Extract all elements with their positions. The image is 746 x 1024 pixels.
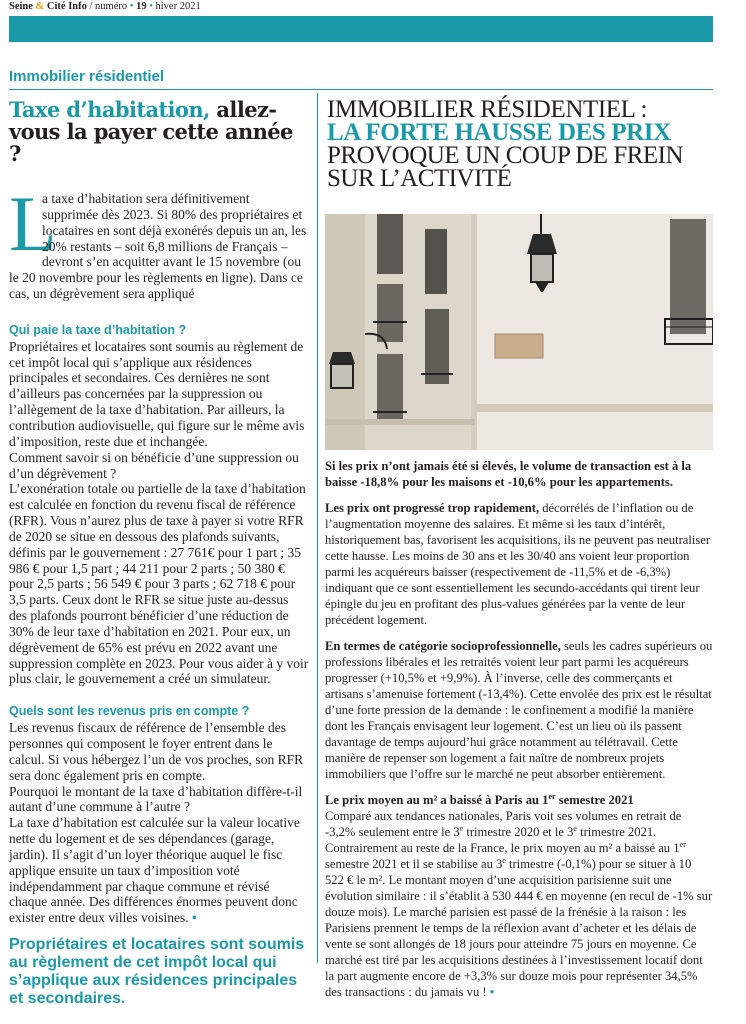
left-article-title: [9, 99, 309, 165]
paragraph: [325, 840, 713, 1000]
text-run: trimestre 2021.: [576, 825, 657, 839]
superscript: er: [548, 791, 556, 801]
lead-text: a taxe d’habitation sera définitivement supprimée dès 2023. Si 80% des propriétaires et locataires en sont déjà exonérés depuis un an, les 20% restants – soit 6,8 millions de Français – devront s’en acquitter avant le 15 novembre (ou le 20 novembre pour les règlements en ligne). Dans ce cas, un dégrèvement sera appliqué: [9, 191, 307, 302]
subheading-text-end: semestre 2021: [555, 793, 634, 807]
text-run: Comparé aux tendances nationales, Paris voit ses volumes en retrait de -3,2% seulement entre le 3: [325, 809, 682, 839]
building-facade-photo: [325, 214, 713, 450]
separator-bullet: •: [129, 1, 134, 12]
superscript: e: [459, 823, 464, 833]
paragraph: [325, 500, 713, 628]
left-article: [9, 99, 309, 1008]
paragraph-text: La taxe d’habitation est calculée sur la valeur locative nette du logement et de ses dépendances (garage, jardin). Il s’agit d’un loyer théorique auquel le fisc applique ensuite un taux d’imposition voté indépendamment par chaque commune et révisé chaque année. Des différences énormes peuvent donc exister entre deux villes voisines.: [9, 815, 300, 926]
paragraph-lead-in: Les prix ont progressé trop rapidement,: [325, 501, 540, 515]
superscript: er: [679, 839, 686, 849]
paragraph: [9, 815, 309, 926]
issue-season: hiver 2021: [155, 1, 201, 12]
drop-cap: L: [9, 180, 57, 267]
paragraph-lead-in: En termes de catégorie socioprofessionnelle,: [325, 639, 561, 653]
text-run: trimestre 2020 et le 3: [463, 825, 574, 839]
section-label: Immobilier résidentiel: [9, 68, 165, 85]
lead-paragraph: [9, 180, 309, 302]
end-mark: •: [191, 910, 197, 926]
header-color-bar: [9, 16, 713, 42]
brand-name-2: Cité Info: [46, 1, 87, 12]
right-article-body: [325, 458, 713, 1000]
right-lede: Si les prix n’ont jamais été si élevés, le volume de transaction est à la baisse -18,8% pour les maisons et -10,6% pour les appartements.: [325, 459, 692, 489]
issue-label: / numéro: [89, 1, 128, 12]
column-divider: [317, 93, 318, 963]
issue-number: 19: [136, 1, 147, 12]
subheading-income: Quels sont les revenus pris en compte ?: [9, 704, 250, 719]
brand-name: Seine: [9, 1, 33, 12]
paragraph-text: décorrélés de l’inflation ou de l’augmentation moyenne des salaires. Et même si les taux d’intérêt, historiquement bas, favorisent les acquisitions, ils ne peuvent pas neutraliser cette hausse. Les moins de 30 ans et les 30/40 ans voient leur proportion parmi les acquéreurs baisser (respectivement de -11,5% et de -6,3%) indiquant que ce sont essentiellement les secundo-accédants qui tirent leur épingle du jeu en profitant des plus-values générées par la vente de leur précédent logement.: [325, 501, 711, 627]
end-mark: •: [489, 985, 495, 999]
superscript: e: [502, 855, 506, 865]
paragraph-question: Pourquoi le montant de la taxe d’habitation diffère-t-il autant d’une commune à l’autre ?: [9, 783, 303, 815]
separator-bullet-2: •: [149, 1, 153, 12]
subheading-text: Le prix moyen au m² a baissé à Paris au 1: [325, 793, 549, 807]
title-line-1: IMMOBILIER RÉSIDENTIEL :: [327, 96, 647, 123]
paragraph: L’exonération totale ou partielle de la taxe d’habitation est calculée en fonction du revenu fiscal de référence (RFR). Vous n’aurez plus de taxe à payer si votre RFR de 2020 se situe en dessous des plafonds suivants, définis par le gouvernement : 27 761€ pour 1 part ; 35 986 € pour 1,5 part ; 44 211 pour 2 parts ; 50 380 € pour 2,5 parts ; 56 549 € pour 3 parts ; 62 718 € pour 3,5 parts. Ceux dont le RFR se situe juste au-dessus des plafonds pourront bénéficier d’une réduction de 30% de leur taxe d’habitation en 2021. Pour eux, un dégrèvement de 65% est prévu en 2022 avant une suppression complète en 2023. Pour vous aider à y voir plus clair, le gouvernement a créé un simulateur.: [9, 481, 309, 687]
title-line-2: LA FORTE HAUSSE DES PRIX: [327, 119, 671, 146]
text-run: Contrairement au reste de la France, le prix moyen au m² a baissé au 1: [325, 841, 680, 855]
subheading-paris: [325, 792, 713, 808]
paragraph-question: Comment savoir si on bénéficie d’une suppression ou d’un dégrèvement ?: [9, 449, 299, 481]
paragraph: [325, 808, 713, 840]
title-rest: allez-vous la payer cette année ?: [9, 97, 293, 166]
text-run: semestre 2021 et il se stabilise au 3: [325, 857, 503, 871]
subheading-who-pays: Qui paie la taxe d’habitation ?: [9, 322, 187, 337]
text-run: trimestre (-0,1%) pour se situer à 10 522 € le m². Le montant moyen d’une acquisition parisienne suit une évolution similaire : il s’établit à 530 444 € en moyenne (en recul de -1% sur douze mois). Le marché parisien est passé de la frénésie à la raison : les Parisiens prennent le temps de la réflexion avant d’acheter et les délais de vente se sont allongés de 18 jours pour atteindre 75 jours en moyenne. Ce marché est tiré par les acquisitions destinées à l’investissement locatif dont la part augmente encore de +3,3% sur douze mois pour représenter 34,5% des transactions : du jamais vu !: [325, 857, 713, 999]
right-article-title: [327, 98, 717, 190]
brand-ampersand: &: [35, 1, 45, 12]
paragraph-text: seuls les cadres supérieurs ou professions libérales et les retraités voient leur part parmi les acquéreurs progresser (+10,5% et +9,9%). À l’inverse, celle des commerçants et artisans s’amenuise fortement (-13,4%). Cette envolée des prix est le résultat d’une forte pression de la demande : le confinement a modifié la manière dont les Français envisagent leur logement. C’est un lieu où ils passent davantage de temps aujourd’hui grâce notamment au télétravail. Cette manière de repenser son logement a fait naître de nombreux projets immobiliers que l’offre sur le marché ne peut absorber entièrement.: [325, 639, 713, 781]
title-highlight: Taxe d’habitation,: [9, 97, 210, 122]
paragraph: Les revenus fiscaux de référence de l’ensemble des personnes qui composent le foyer entrent dans le calcul. Si vous hébergez l’un de vos proches, son RFR sera donc également pris en compte.: [9, 720, 304, 783]
paragraph: [325, 638, 713, 782]
pull-quote: Propriétaires et locataires sont soumis au règlement de cet impôt local qui s’applique aux résidences principales et secondaires.: [9, 936, 305, 1008]
superscript: e: [573, 823, 577, 833]
section-divider: [9, 89, 713, 90]
masthead: [9, 1, 201, 12]
title-line-3: PROVOQUE UN COUP DE FREIN SUR L’ACTIVITÉ: [327, 142, 684, 192]
paragraph: Propriétaires et locataires sont soumis au règlement de cet impôt local qui s’applique aux résidences principales et secondaires. Ces dernières ne sont d’ailleurs pas concernées par la suppression ou l’allègement de la taxe d’habitation. Par ailleurs, la contribution audiovisuelle, qui figure sur le même avis d’imposition, reste due et inchangée.: [9, 338, 305, 449]
